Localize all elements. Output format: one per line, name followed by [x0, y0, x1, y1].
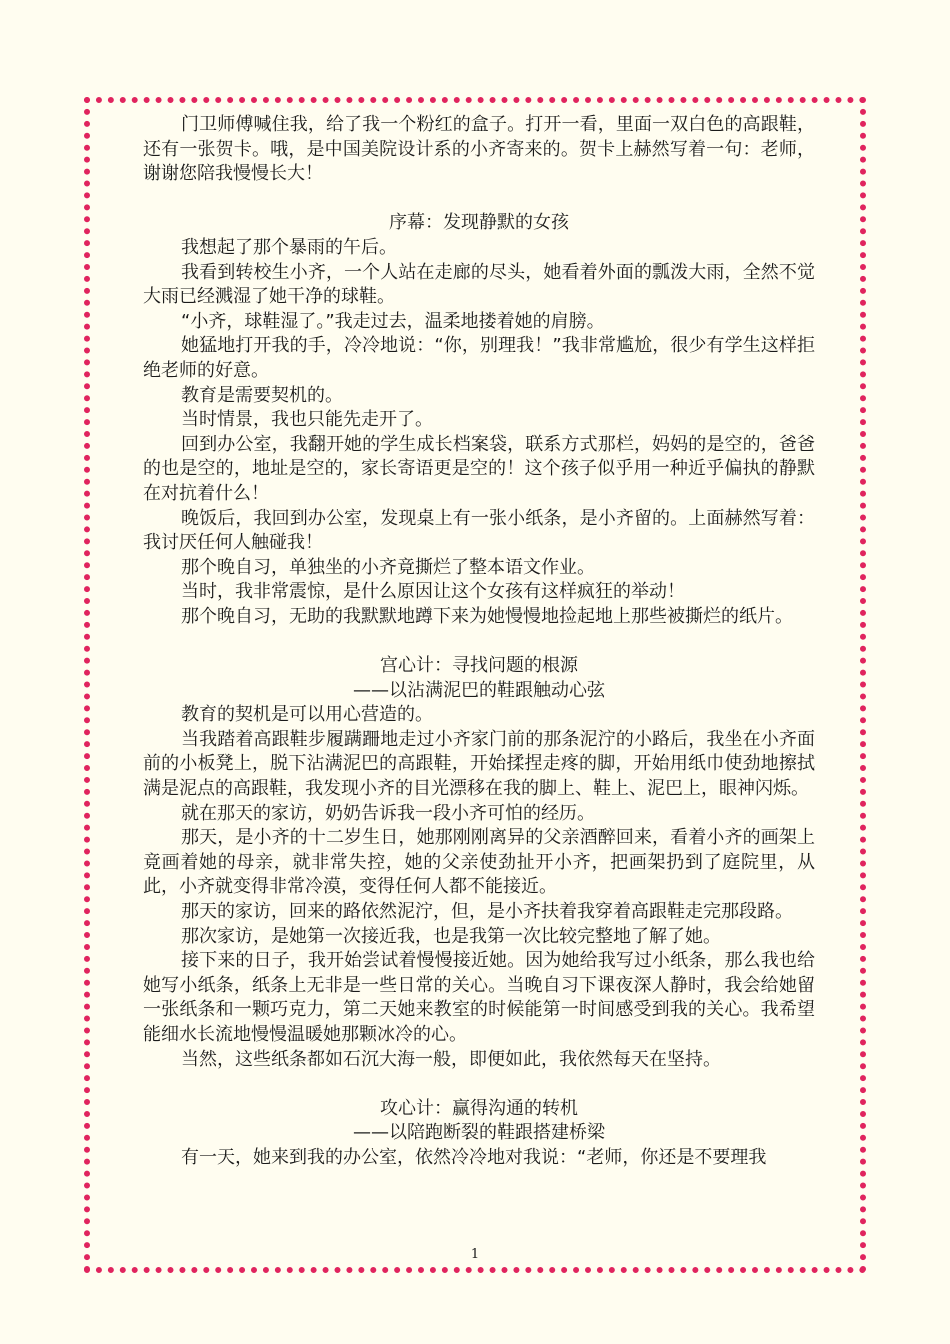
paragraph: 回到办公室，我翻开她的学生成长档案袋，联系方式那栏，妈妈的是空的，爸爸的也是空的，地址是空的，家长寄语更是空的！这个孩子似乎用一种近乎偏执的静默在对抗着什么！: [143, 433, 815, 504]
section-subheading: ——以陪跑断裂的鞋跟搭建桥梁: [353, 1122, 605, 1144]
paragraph: 当时，我非常震惊，是什么原因让这个女孩有这样疯狂的举动！: [181, 581, 685, 603]
section-subheading: ——以沾满泥巴的鞋跟触动心弦: [353, 679, 605, 701]
document-body: [143, 113, 815, 1171]
paragraph: 当时情景，我也只能先走开了。: [181, 409, 433, 431]
page-number: 1: [470, 1247, 480, 1262]
paragraph: 那个晚自习，单独坐的小齐竟撕烂了整本语文作业。: [181, 556, 595, 578]
intro-paragraph: 门卫师傅喊住我，给了我一个粉红的盒子。打开一看，里面一双白色的高跟鞋，还有一张贺卡。哦，是中国美院设计系的小齐寄来的。贺卡上赫然写着一句：老师，谢谢您陪我慢慢长大！: [143, 114, 815, 185]
paragraph: 我看到转校生小齐，一个人站在走廊的尽头，她看着外面的瓢泼大雨，全然不觉大雨已经溅湿了她干净的球鞋。: [143, 261, 815, 308]
section-heading: 攻心计：赢得沟通的转机: [380, 1097, 578, 1119]
paragraph: “小齐，球鞋湿了。”我走过去，温柔地搂着她的肩膀。: [181, 310, 605, 332]
paragraph: 那次家访，是她第一次接近我，也是我第一次比较完整地了解了她。: [181, 925, 721, 947]
paragraph: 晚饭后，我回到办公室，发现桌上有一张小纸条，是小齐留的。上面赫然写着：我讨厌任何人触碰我！: [143, 507, 815, 554]
paragraph: 有一天，她来到我的办公室，依然冷冷地对我说：“老师，你还是不要理我: [181, 1146, 767, 1168]
paragraph: 我想起了那个暴雨的午后。: [181, 236, 397, 258]
paragraph: 教育的契机是可以用心营造的。: [181, 704, 433, 726]
paragraph: 教育是需要契机的。: [181, 384, 343, 406]
paragraph: 当我踏着高跟鞋步履蹒跚地走过小齐家门前的那条泥泞的小路后，我坐在小齐面前的小板凳上，脱下沾满泥巴的高跟鞋，开始揉捏走疼的脚，开始用纸巾使劲地擦拭满是泥点的高跟鞋，我发现小齐的目光漂移在我的脚上、鞋上、泥巴上，眼神闪烁。: [143, 728, 815, 800]
section-heading: 序幕：发现静默的女孩: [389, 212, 569, 234]
paragraph: 她猛地打开我的手，冷冷地说：“你，别理我！”我非常尴尬，很少有学生这样拒绝老师的好意。: [143, 335, 815, 381]
paragraph: 那天的家访，回来的路依然泥泞，但，是小齐扶着我穿着高跟鞋走完那段路。: [181, 901, 793, 922]
paragraph: 那个晚自习，无助的我默默地蹲下来为她慢慢地捡起地上那些被撕烂的纸片。: [181, 605, 793, 627]
paragraph: 那天，是小齐的十二岁生日，她那刚刚离异的父亲酒醉回来，看着小齐的画架上竟画着她的母亲，就非常失控，她的父亲使劲扯开小齐，把画架扔到了庭院里，从此，小齐就变得非常冷漠，变得任何人都不能接近。: [143, 827, 815, 898]
paragraph: 当然，这些纸条都如石沉大海一般，即便如此，我依然每天在坚持。: [181, 1048, 721, 1070]
paragraph: 接下来的日子，我开始尝试着慢慢接近她。因为她给我写过小纸条，那么我也给她写小纸条，纸条上无非是一些日常的关心。当晚自习下课夜深人静时，我会给她留一张纸条和一颗巧克力，第二天她来教室的时候能第一时间感受到我的关心。我希望能细水长流地慢慢温暖她那颗冰冷的心。: [143, 950, 815, 1045]
paragraph: 就在那天的家访，奶奶告诉我一段小齐可怕的经历。: [181, 802, 595, 824]
section-heading: 宫心计：寻找问题的根源: [380, 655, 578, 677]
